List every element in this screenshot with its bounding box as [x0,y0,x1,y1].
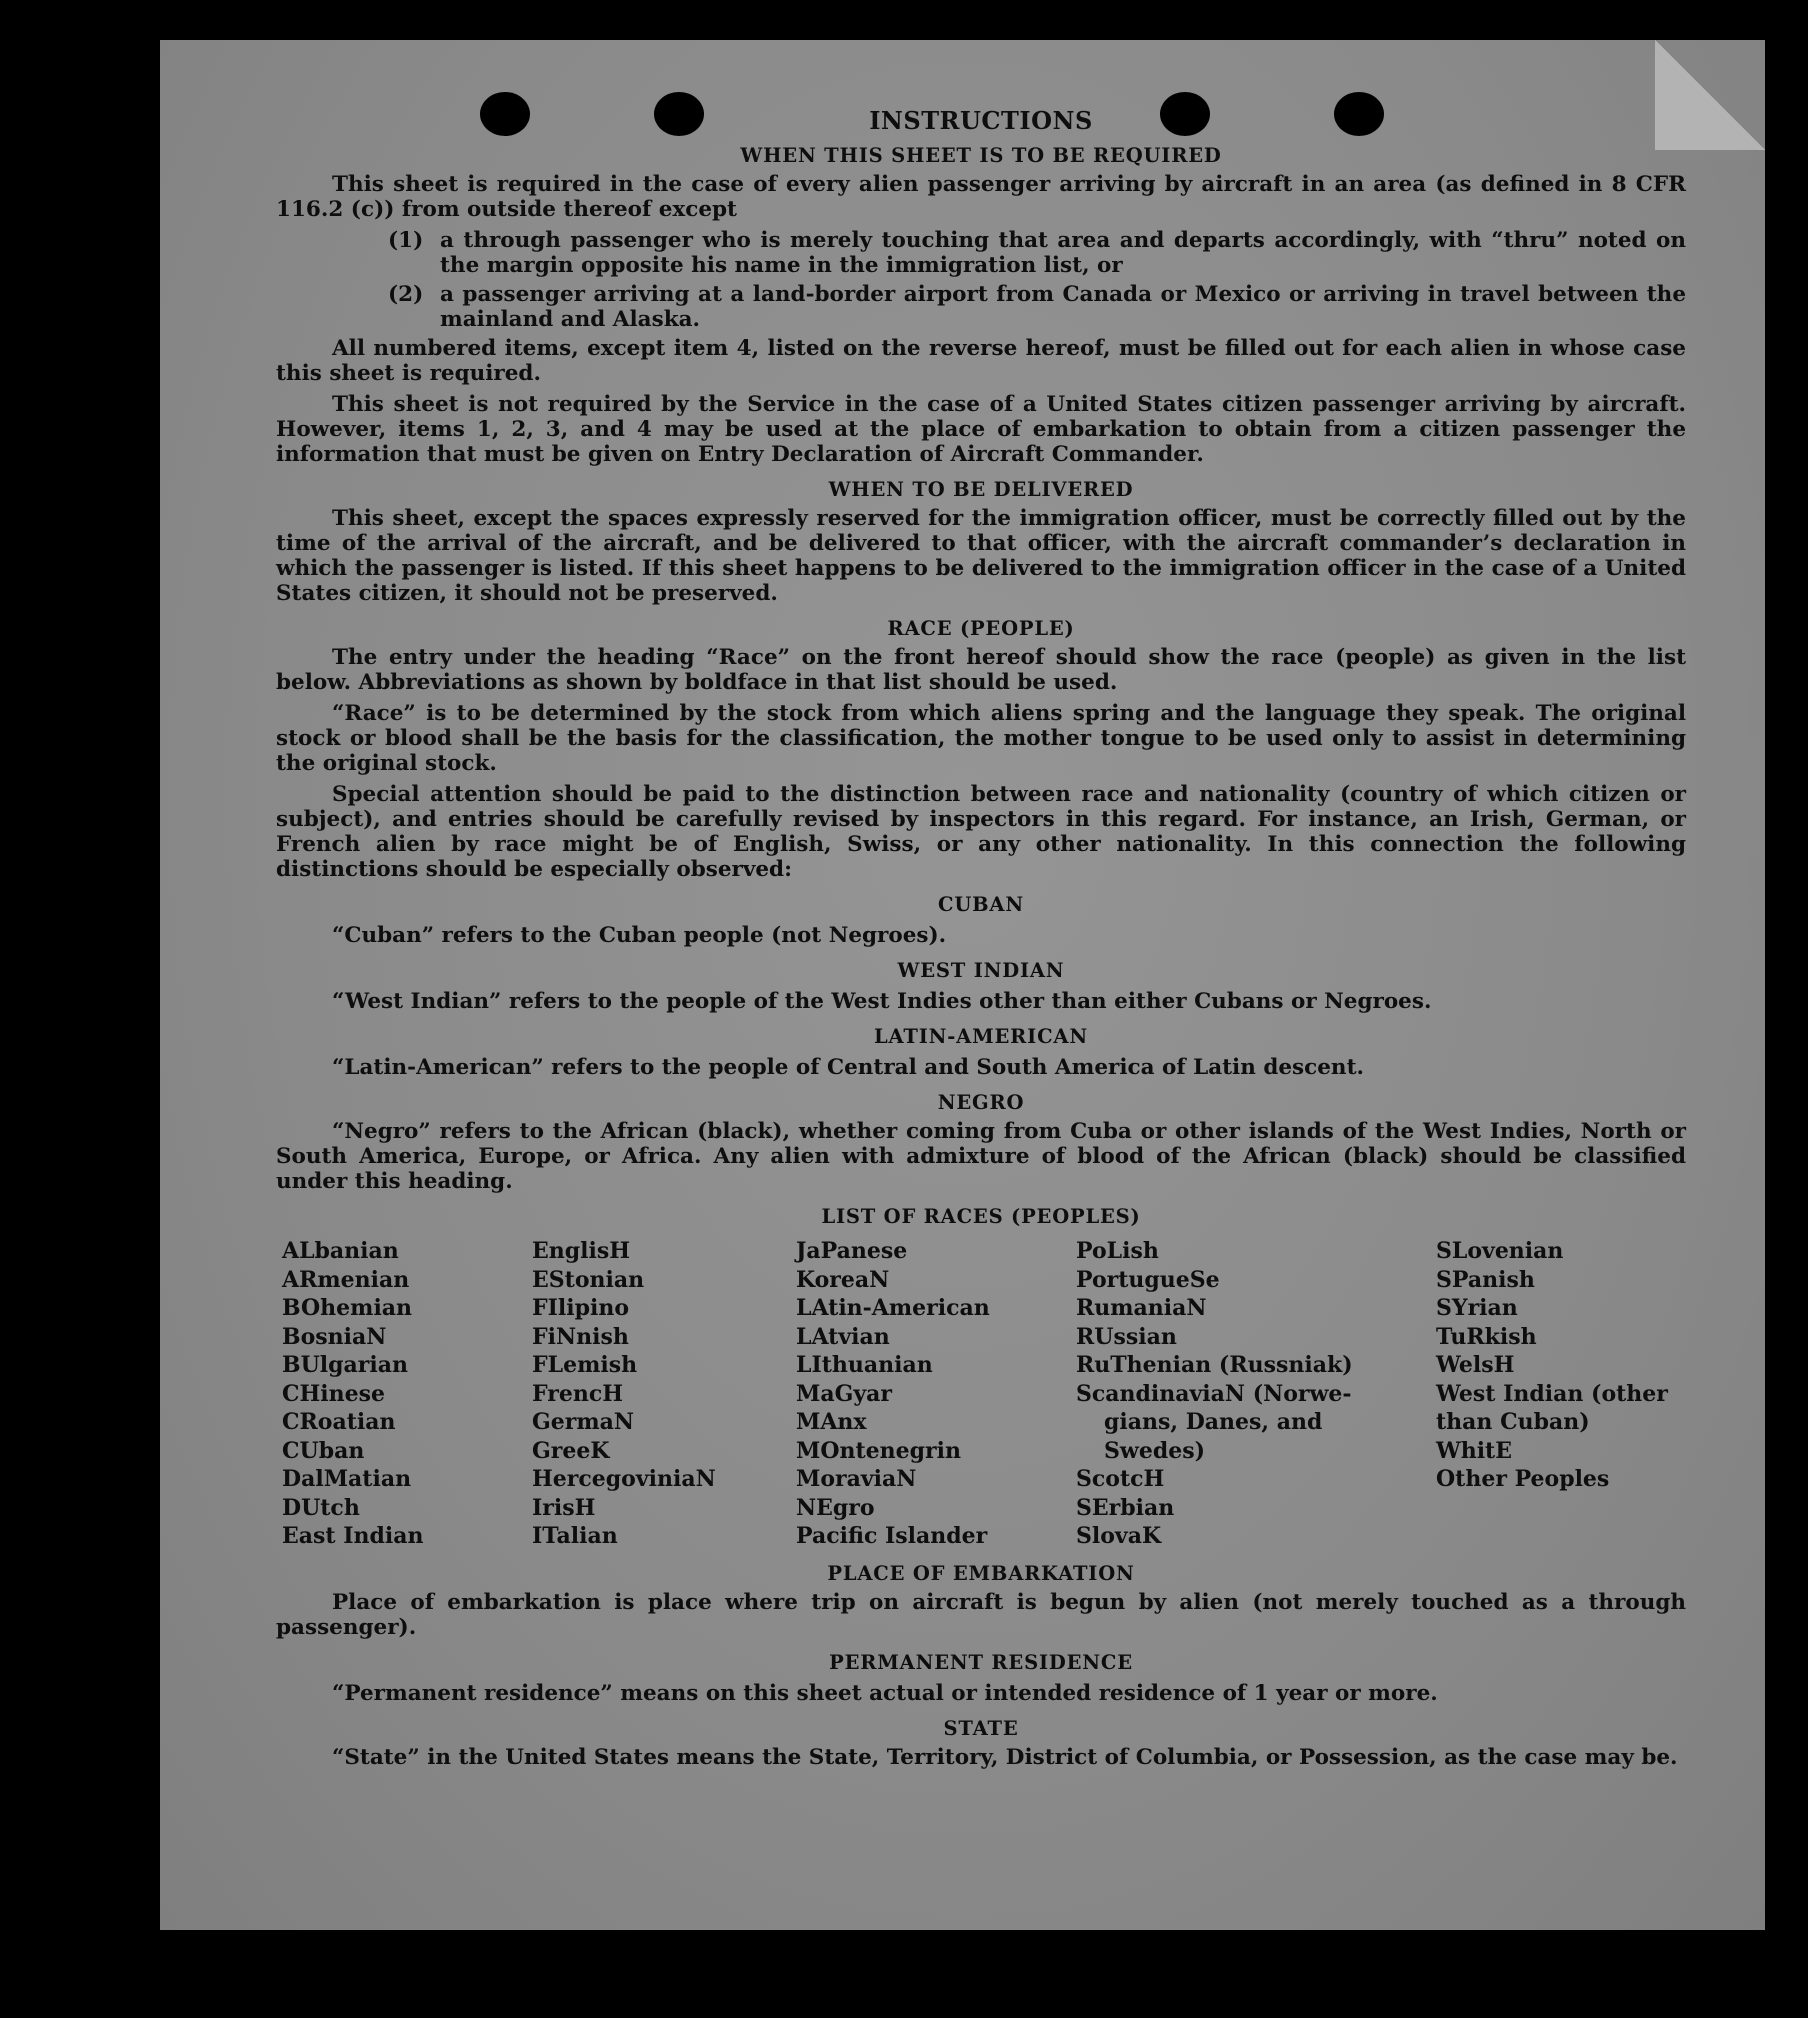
race-entry: ALbanian [282,1238,399,1264]
section-heading-cuban: CUBAN [938,893,1024,916]
exception-number: (2) [388,282,424,307]
section-heading-latin-american: LATIN-AMERICAN [874,1025,1088,1048]
race-entry: Other Peoples [1436,1466,1610,1492]
race-entry: ARmenian [282,1266,410,1293]
race-entry: EnglisH [532,1238,631,1264]
latin-american-definition: “Latin-American” refers to the people of Central and South America of Latin descent. [332,1055,1364,1080]
race-paragraph-1: The entry under the heading “Race” on the front hereof should show the race (people) as given in the list below. Abbreviations as shown by boldface in that list should be used. [276,645,1686,695]
delivered-text: This sheet, except the spaces expressly reserved for the immigration officer, must be correctly filled out by the time of the arrival of the aircraft, and be delivered to that officer, with the aircraft commander’s declaration in which the passenger is listed. If this sheet happens to be delivered to the immigration officer in the case of a United States citizen, it should not be preserved. [276,506,1686,606]
race-entry: Pacific Islander [796,1523,988,1549]
races-list [282,1237,1686,1551]
race-entry: ITalian [532,1523,618,1549]
document-sheet [160,40,1765,1930]
embarkation-text: Place of embarkation is place where trip on aircraft is begun by alien (not merely touched as a through passenger). [276,1589,1686,1640]
races-column [532,1237,796,1551]
race-entry: JaPanese [796,1238,908,1264]
race-entry: RUssian [1076,1323,1177,1350]
race-entry: IrisH [532,1494,596,1521]
race-entry: than Cuban) [1436,1409,1590,1435]
section-heading-embarkation: PLACE OF EMBARKATION [827,1561,1135,1585]
exception-text: a passenger arriving at a land-border airport from Canada or Mexico or arriving in travel between the mainland and Alaska. [440,282,1686,332]
race-entry: MOntenegrin [796,1437,961,1464]
section-heading-race: RACE (PEOPLE) [887,617,1075,640]
races-column [1436,1237,1686,1551]
race-entry: NEgro [796,1494,875,1521]
race-entry: LAtin-American [796,1295,990,1321]
race-entry: DUtch [282,1494,360,1521]
section-heading-state: STATE [943,1716,1019,1740]
race-entry: LIthuanian [796,1352,933,1378]
west-indian-definition: “West Indian” refers to the people of the West Indies other than either Cubans or Negroes. [332,989,1432,1014]
race-entry: FrencH [532,1380,623,1407]
race-entry: PortugueSe [1076,1266,1220,1293]
race-entry: Swedes) [1104,1437,1205,1464]
race-entry: SlovaK [1076,1523,1162,1549]
race-entry: WhitE [1436,1437,1512,1464]
race-entry: PoLish [1076,1238,1159,1264]
section-heading-required: WHEN THIS SHEET IS TO BE REQUIRED [740,144,1222,167]
race-entry: WelsH [1436,1352,1515,1378]
races-column [1076,1237,1436,1551]
race-entry: HercegoviniaN [532,1466,716,1492]
section-heading-list-of-races: LIST OF RACES (PEOPLES) [821,1205,1141,1228]
race-entry: gians, Danes, and [1104,1409,1323,1435]
race-entry: RuThenian (Russniak) [1076,1352,1353,1378]
race-entry: BosniaN [282,1323,387,1350]
race-entry: MoraviaN [796,1466,917,1492]
race-entry: GreeK [532,1437,610,1464]
state-text: “State” in the United States means the State, Territory, District of Columbia, or Possession, as the case may be. [332,1744,1678,1770]
race-entry: SErbian [1076,1494,1175,1521]
exception-text: a through passenger who is merely touching that area and departs accordingly, with “thru” noted on the margin opposite his name in the immigration list, or [440,228,1686,278]
race-entry: LAtvian [796,1323,890,1350]
race-entry: West Indian (other [1436,1380,1668,1407]
race-entry: BOhemian [282,1295,413,1321]
race-entry: SYrian [1436,1295,1518,1321]
race-entry: CHinese [282,1380,386,1407]
race-entry: MaGyar [796,1380,893,1407]
race-entry: GermaN [532,1409,635,1435]
exception-item [388,228,1686,278]
residence-text: “Permanent residence” means on this sheet actual or intended residence of 1 year or more. [332,1680,1438,1706]
race-entry: TuRkish [1436,1323,1537,1350]
race-entry: ScandinaviaN (Norwe- [1076,1380,1352,1407]
race-entry: SPanish [1436,1266,1535,1293]
page-title: INSTRUCTIONS [869,106,1093,135]
cuban-definition: “Cuban” refers to the Cuban people (not Negroes). [332,923,947,948]
negro-definition: “Negro” refers to the African (black), whether coming from Cuba or other islands of the West Indies, North or South America, Europe, or Africa. Any alien with admixture of blood of the African (black) should be classified under this heading. [276,1119,1686,1194]
race-entry: ScotcH [1076,1466,1165,1492]
race-paragraph-2: “Race” is to be determined by the stock from which aliens spring and the language they speak. The original stock or blood shall be the basis for the classification, the mother tongue to be used only to assist in determining the original stock. [276,701,1686,776]
race-entry: FLemish [532,1352,638,1378]
race-entry: EStonian [532,1266,645,1293]
numbered-items-note: All numbered items, except item 4, listed on the reverse hereof, must be filled out for each alien in whose case this sheet is required. [276,336,1686,386]
race-entry: DalMatian [282,1466,412,1492]
race-entry: RumaniaN [1076,1295,1207,1321]
race-entry: FIlipino [532,1295,630,1321]
race-entry: CRoatian [282,1409,396,1435]
required-intro: This sheet is required in the case of every alien passenger arriving by aircraft in an area (as defined in 8 CFR 116.2 (c)) from outside thereof except [276,172,1686,222]
section-heading-delivered: WHEN TO BE DELIVERED [828,478,1134,501]
race-entry: East Indian [282,1523,424,1549]
races-column [796,1237,1076,1551]
section-heading-negro: NEGRO [937,1091,1025,1114]
race-entry: CUban [282,1437,365,1464]
race-entry: FiNnish [532,1323,629,1350]
instructions-content [276,108,1686,1776]
section-heading-residence: PERMANENT RESIDENCE [829,1650,1133,1674]
race-entry: SLovenian [1436,1238,1564,1264]
exception-item [388,282,1686,332]
race-entry: MAnx [796,1409,867,1435]
race-paragraph-3: Special attention should be paid to the distinction between race and nationality (country of which citizen or subject), and entries should be carefully revised by inspectors in this regard. For instance, an Irish, German, or French alien by race might be of English, Swiss, or any other nationality. In this connection the following distinctions should be especially observed: [276,782,1686,882]
citizen-note: This sheet is not required by the Service in the case of a United States citizen passenger arriving by aircraft. However, items 1, 2, 3, and 4 may be used at the place of embarkation to obtain from a citizen passenger the information that must be given on Entry Declaration of Aircraft Commander. [276,392,1686,467]
races-column [282,1237,532,1551]
exception-number: (1) [388,228,424,253]
race-entry: BUlgarian [282,1352,408,1378]
race-entry: KoreaN [796,1266,890,1293]
section-heading-west-indian: WEST INDIAN [897,959,1065,982]
